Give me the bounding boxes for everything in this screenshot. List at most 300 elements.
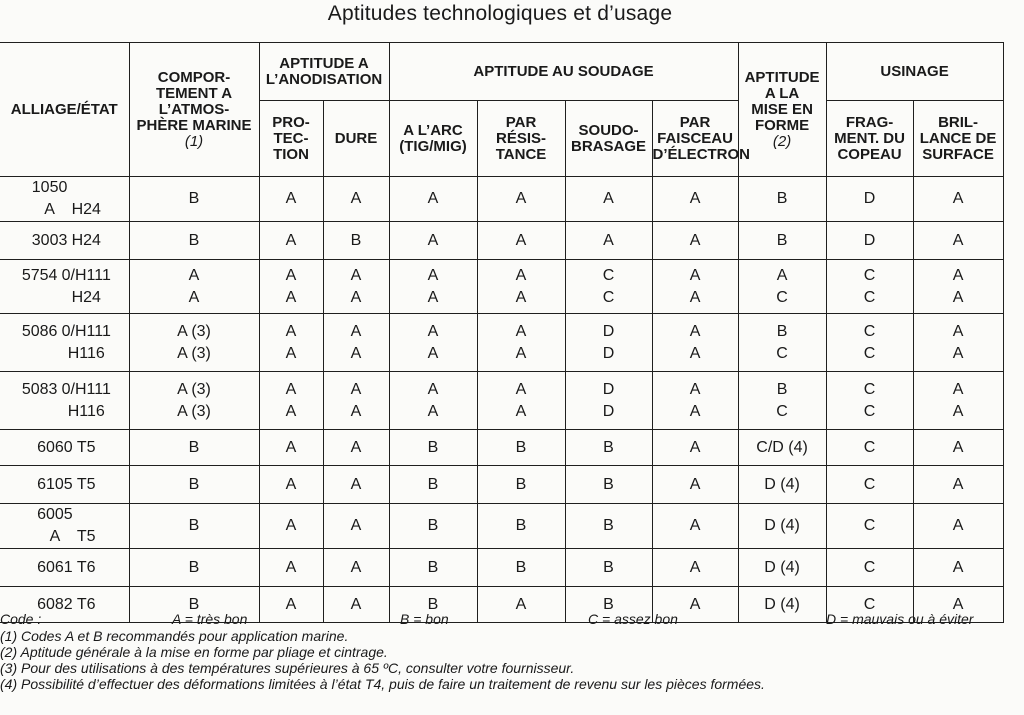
cell-value: B: [603, 558, 614, 576]
cell-copeau: [826, 372, 913, 430]
header-comportement-l1: COMPOR-: [157, 68, 231, 86]
header-usinage: USINAGE: [826, 43, 1003, 101]
header-brillance-l3: SURFACE: [922, 145, 994, 163]
cell-value: B: [427, 517, 439, 534]
cell-value: A: [515, 231, 527, 249]
cell-marine: [129, 549, 259, 587]
cell-value: A: [515, 322, 527, 340]
header-protection: [259, 101, 323, 177]
alloy-state: 0/H111: [61, 322, 111, 340]
alloy-state: T6: [76, 558, 96, 576]
legend-code-d: D = mauvais ou à éviter: [826, 611, 974, 627]
cell-bras: [565, 430, 652, 466]
cell-value: B: [188, 558, 200, 576]
cell-copeau: [826, 177, 913, 222]
cell-value: A: [285, 190, 297, 207]
cell-value: A: [515, 344, 527, 362]
table-row: [0, 260, 1003, 314]
alloy-state: H116: [67, 344, 105, 362]
cell-arc: [389, 222, 477, 260]
cell-copeau: [826, 260, 913, 314]
cell-dure: [323, 466, 389, 504]
cell-marine: [129, 177, 259, 222]
cell-value: A (3): [177, 402, 211, 420]
cell-bras: [565, 260, 652, 314]
cell-prot: [259, 177, 323, 222]
cell-value: A: [285, 558, 297, 576]
cell-value: B: [603, 475, 614, 493]
cell-value: A: [285, 344, 297, 362]
cell-arc: [389, 466, 477, 504]
cell-marine: [129, 222, 259, 260]
cell-value: A: [952, 402, 964, 420]
alloy-line: [0, 265, 129, 287]
cell-value: A: [285, 380, 297, 398]
cell-arc: [389, 430, 477, 466]
cell-fais: [652, 466, 738, 504]
cell-bras: [565, 314, 652, 372]
header-dure: DURE: [323, 101, 389, 177]
alloy-number: 1050 A: [31, 179, 68, 218]
cell-alliage: [0, 372, 129, 430]
cell-value: B: [350, 231, 362, 249]
cell-dure: [323, 222, 389, 260]
cell-bras: [565, 504, 652, 549]
cell-bras: [565, 466, 652, 504]
cell-value: D: [863, 231, 876, 249]
alloy-state: H24: [71, 288, 101, 306]
cell-value: A: [689, 595, 701, 613]
cell-value: A: [350, 190, 362, 207]
cell-bras: [565, 222, 652, 260]
alloy-line: [0, 557, 129, 579]
header-resistance-l1: PAR: [505, 113, 537, 131]
legend: [0, 610, 1010, 692]
header-anodisation-l1: APTITUDE A: [279, 54, 369, 72]
cell-marine: [129, 466, 259, 504]
cell-res: [477, 314, 565, 372]
header-forme-l2: A LA: [764, 84, 800, 102]
cell-value: A: [952, 190, 964, 207]
cell-value: C: [863, 288, 876, 306]
header-arc: [389, 101, 477, 177]
cell-value: B: [188, 231, 200, 249]
alloy-line: [0, 230, 129, 252]
cell-value: A: [689, 380, 701, 398]
cell-bras: [565, 549, 652, 587]
header-resistance: [477, 101, 565, 177]
cell-value: A: [427, 402, 439, 420]
cell-value: B: [515, 558, 527, 576]
cell-arc: [389, 504, 477, 549]
cell-brill: [913, 504, 1003, 549]
cell-value: C: [776, 344, 788, 362]
cell-prot: [259, 372, 323, 430]
alloy-number: 6082: [37, 595, 73, 613]
header-brillance-l1: BRIL-: [938, 113, 979, 131]
alloy-line: [0, 401, 129, 423]
alloy-state: T5: [76, 475, 96, 493]
cell-forme: [738, 466, 826, 504]
cell-alliage: [0, 314, 129, 372]
cell-alliage: [0, 177, 129, 222]
cell-forme: [738, 549, 826, 587]
cell-alliage: [0, 504, 129, 549]
cell-value: A: [515, 288, 527, 306]
cell-value: A: [689, 344, 701, 362]
cell-value: A: [515, 266, 527, 284]
legend-note-2: (2) Aptitude générale à la mise en forme par pliage et cintrage.: [0, 644, 388, 660]
header-comportement-l3: L’ATMOS-: [158, 100, 230, 118]
header-copeau-l3: COPEAU: [837, 145, 902, 163]
cell-fais: [652, 549, 738, 587]
legend-note-1: (1) Codes A et B recommandés pour application marine.: [0, 628, 349, 644]
cell-alliage: [0, 260, 129, 314]
cell-copeau: [826, 430, 913, 466]
alloy-state: H24: [71, 201, 101, 218]
alloy-number: 5754: [21, 266, 58, 284]
cell-forme: [738, 372, 826, 430]
cell-value: D (4): [764, 595, 800, 613]
cell-value: C: [863, 438, 876, 456]
cell-value: A: [285, 595, 297, 613]
cell-forme: [738, 430, 826, 466]
cell-brill: [913, 466, 1003, 504]
cell-value: A: [689, 438, 701, 456]
cell-value: A: [350, 402, 362, 420]
cell-brill: [913, 177, 1003, 222]
cell-dure: [323, 430, 389, 466]
cell-value: A: [603, 231, 614, 249]
cell-brill: [913, 430, 1003, 466]
cell-marine: [129, 372, 259, 430]
cell-res: [477, 549, 565, 587]
cell-value: A: [350, 558, 362, 576]
alloy-line: [0, 437, 129, 459]
legend-code-c: C = assez bon: [588, 611, 678, 627]
cell-value: D: [602, 380, 615, 398]
cell-value: A: [285, 402, 297, 420]
alloy-state: T5: [76, 438, 96, 456]
header-brasage-l2: BRASAGE: [571, 137, 647, 155]
alloy-state: H24: [71, 231, 101, 249]
cell-arc: [389, 549, 477, 587]
header-copeau-l1: FRAG-: [845, 113, 894, 131]
document-title: Aptitudes technologiques et d’usage: [327, 2, 673, 25]
alloy-line: [0, 177, 129, 221]
cell-value: C: [863, 475, 876, 493]
cell-value: B: [776, 322, 788, 340]
cell-value: A: [952, 288, 964, 306]
alloy-number: 6061: [37, 558, 73, 576]
cell-value: D: [863, 190, 876, 207]
header-resistance-l2: RÉSIS-: [496, 129, 547, 147]
table-row: [0, 504, 1003, 549]
cell-value: A: [285, 475, 297, 493]
header-protection-l2: TEC-: [273, 129, 309, 147]
header-comportement-note: (1): [184, 132, 204, 150]
cell-value: A: [515, 380, 527, 398]
cell-forme: [738, 260, 826, 314]
cell-value: A: [285, 231, 297, 249]
cell-marine: [129, 430, 259, 466]
cell-value: A: [188, 266, 200, 284]
header-forme-l1: APTITUDE: [744, 68, 820, 86]
alloy-number: 6060: [37, 438, 73, 456]
cell-res: [477, 466, 565, 504]
cell-value: A: [350, 517, 362, 534]
header-brillance: [913, 101, 1003, 177]
header-arc-l1: A L’ARC: [403, 121, 463, 139]
header-soudage: APTITUDE AU SOUDAGE: [389, 43, 738, 101]
cell-value: B: [188, 517, 200, 534]
cell-fais: [652, 314, 738, 372]
header-forme: [738, 43, 826, 177]
cell-brill: [913, 222, 1003, 260]
cell-dure: [323, 372, 389, 430]
cell-forme: [738, 314, 826, 372]
cell-value: B: [515, 438, 527, 456]
cell-value: B: [515, 517, 527, 534]
cell-value: B: [427, 438, 439, 456]
cell-dure: [323, 549, 389, 587]
cell-res: [477, 260, 565, 314]
cell-brill: [913, 260, 1003, 314]
alloy-number: 5086: [21, 322, 58, 340]
cell-value: A (3): [177, 344, 211, 362]
cell-value: A: [689, 231, 701, 249]
cell-value: A: [427, 190, 439, 207]
header-protection-l1: PRO-: [272, 113, 310, 131]
cell-forme: [738, 177, 826, 222]
header-copeau: [826, 101, 913, 177]
cell-value: D (4): [764, 475, 800, 493]
cell-value: A: [427, 322, 439, 340]
cell-value: A: [689, 288, 701, 306]
cell-marine: [129, 314, 259, 372]
legend-code-b: B = bon: [400, 611, 449, 627]
cell-value: A (3): [177, 380, 211, 398]
cell-forme: [738, 222, 826, 260]
cell-prot: [259, 504, 323, 549]
cell-value: A: [952, 380, 964, 398]
table-row: [0, 549, 1003, 587]
cell-dure: [323, 314, 389, 372]
cell-value: D: [602, 344, 615, 362]
alloy-number: 5083: [21, 380, 58, 398]
cell-value: A: [285, 322, 297, 340]
cell-value: A: [350, 380, 362, 398]
cell-value: A: [515, 595, 527, 613]
alloy-number: 6105: [37, 475, 73, 493]
cell-value: A: [952, 438, 964, 456]
cell-value: A: [689, 402, 701, 420]
cell-value: A: [350, 438, 362, 456]
alloy-state: T5: [76, 528, 96, 545]
cell-value: C: [602, 288, 615, 306]
header-forme-note: (2): [772, 132, 792, 150]
cell-value: A: [689, 266, 701, 284]
cell-value: A: [952, 344, 964, 362]
legend-codes: [0, 610, 1010, 628]
cell-value: B: [427, 595, 439, 613]
cell-value: C: [863, 344, 876, 362]
header-protection-l3: TION: [273, 145, 309, 163]
cell-prot: [259, 466, 323, 504]
cell-value: A: [350, 595, 362, 613]
cell-value: A: [350, 266, 362, 284]
cell-value: B: [515, 475, 527, 493]
alloy-state: T6: [76, 595, 96, 613]
cell-copeau: [826, 466, 913, 504]
header-alliage: ALLIAGE/ÉTAT: [0, 43, 129, 177]
alloy-number: 6005 A: [37, 506, 73, 545]
cell-res: [477, 177, 565, 222]
header-forme-l4: FORME: [754, 116, 810, 134]
cell-value: C: [776, 402, 788, 420]
cell-value: A: [515, 190, 527, 207]
cell-value: A: [952, 595, 964, 613]
cell-res: [477, 504, 565, 549]
cell-value: A: [515, 402, 527, 420]
cell-value: C: [863, 380, 876, 398]
cell-value: B: [427, 475, 439, 493]
cell-value: B: [188, 475, 200, 493]
cell-value: B: [188, 595, 200, 613]
cell-value: C: [863, 266, 876, 284]
alloy-state: H116: [67, 402, 105, 420]
cell-value: D (4): [764, 558, 800, 576]
cell-value: A: [427, 288, 439, 306]
cell-brill: [913, 549, 1003, 587]
cell-value: B: [188, 190, 200, 207]
cell-prot: [259, 314, 323, 372]
alloy-state: 0/H111: [61, 266, 111, 284]
cell-value: A: [689, 190, 701, 207]
cell-dure: [323, 260, 389, 314]
table-row: [0, 222, 1003, 260]
cell-value: A: [285, 266, 297, 284]
cell-alliage: [0, 549, 129, 587]
cell-value: D: [602, 322, 615, 340]
table-row: [0, 177, 1003, 222]
alloy-state: 0/H111: [61, 380, 111, 398]
cell-arc: [389, 177, 477, 222]
header-forme-l3: MISE EN: [751, 100, 813, 118]
cell-value: D: [602, 402, 615, 420]
cell-alliage: [0, 466, 129, 504]
alloy-line: [0, 504, 129, 548]
header-brasage: [565, 101, 652, 177]
cell-value: C: [602, 266, 615, 284]
cell-marine: [129, 260, 259, 314]
header-comportement-l4: PHÈRE MARINE: [136, 116, 252, 134]
cell-arc: [389, 372, 477, 430]
cell-value: A: [285, 438, 297, 456]
alloy-line: [0, 474, 129, 496]
cell-prot: [259, 430, 323, 466]
cell-fais: [652, 430, 738, 466]
cell-forme: [738, 504, 826, 549]
table-row: [0, 466, 1003, 504]
cell-value: A: [952, 231, 964, 249]
cell-value: B: [776, 380, 788, 398]
cell-alliage: [0, 430, 129, 466]
header-faisceau: [652, 101, 751, 177]
cell-alliage: [0, 222, 129, 260]
cell-value: D (4): [764, 517, 800, 534]
alloy-number: 3003: [31, 231, 68, 249]
alloy-line: [0, 379, 129, 401]
cell-value: C: [863, 402, 876, 420]
table-row: [0, 430, 1003, 466]
cell-value: A: [285, 517, 297, 534]
header-brillance-l2: LANCE DE: [919, 129, 997, 147]
cell-dure: [323, 177, 389, 222]
cell-fais: [652, 222, 738, 260]
cell-value: B: [603, 595, 614, 613]
cell-prot: [259, 222, 323, 260]
cell-dure: [323, 504, 389, 549]
cell-value: B: [776, 231, 788, 249]
cell-bras: [565, 372, 652, 430]
cell-value: A: [952, 475, 964, 493]
cell-value: C: [863, 517, 876, 534]
legend-note-3: (3) Pour des utilisations à des températures supérieures à 65 ºC, consulter votre fournisseur.: [0, 660, 575, 676]
alloy-line: [0, 287, 129, 309]
cell-value: A: [952, 266, 964, 284]
cell-copeau: [826, 549, 913, 587]
legend-code-a: A = très bon: [172, 611, 248, 627]
cell-value: B: [776, 190, 788, 207]
cell-fais: [652, 504, 738, 549]
header-comportement: [129, 43, 259, 177]
cell-value: B: [603, 438, 614, 456]
cell-copeau: [826, 504, 913, 549]
cell-brill: [913, 372, 1003, 430]
cell-copeau: [826, 314, 913, 372]
legend-code-label: Code :: [0, 611, 42, 627]
aptitudes-table: [0, 42, 1004, 623]
alloy-line: [0, 321, 129, 343]
cell-value: A: [427, 231, 439, 249]
cell-res: [477, 222, 565, 260]
cell-bras: [565, 177, 652, 222]
cell-value: B: [427, 558, 439, 576]
header-resistance-l3: TANCE: [495, 145, 547, 163]
cell-value: A: [350, 288, 362, 306]
header-arc-l2: (TIG/MIG): [399, 137, 467, 155]
cell-value: A: [188, 288, 200, 306]
cell-value: A: [952, 322, 964, 340]
cell-marine: [129, 504, 259, 549]
cell-value: A: [952, 517, 964, 534]
alloy-line: [0, 343, 129, 365]
cell-fais: [652, 260, 738, 314]
cell-res: [477, 430, 565, 466]
cell-res: [477, 372, 565, 430]
cell-value: B: [603, 517, 614, 534]
header-faisceau-l1: PAR: [679, 113, 711, 131]
header-anodisation: [259, 43, 389, 101]
header-comportement-l2: TEMENT A: [155, 84, 233, 102]
cell-prot: [259, 549, 323, 587]
cell-value: A: [689, 475, 701, 493]
cell-value: A: [952, 558, 964, 576]
legend-note-4: (4) Possibilité d’effectuer des déformations limitées à l’état T4, puis de faire un traitement de revenu sur les pièces formées.: [0, 676, 765, 692]
cell-value: A: [427, 344, 439, 362]
cell-value: A: [350, 475, 362, 493]
